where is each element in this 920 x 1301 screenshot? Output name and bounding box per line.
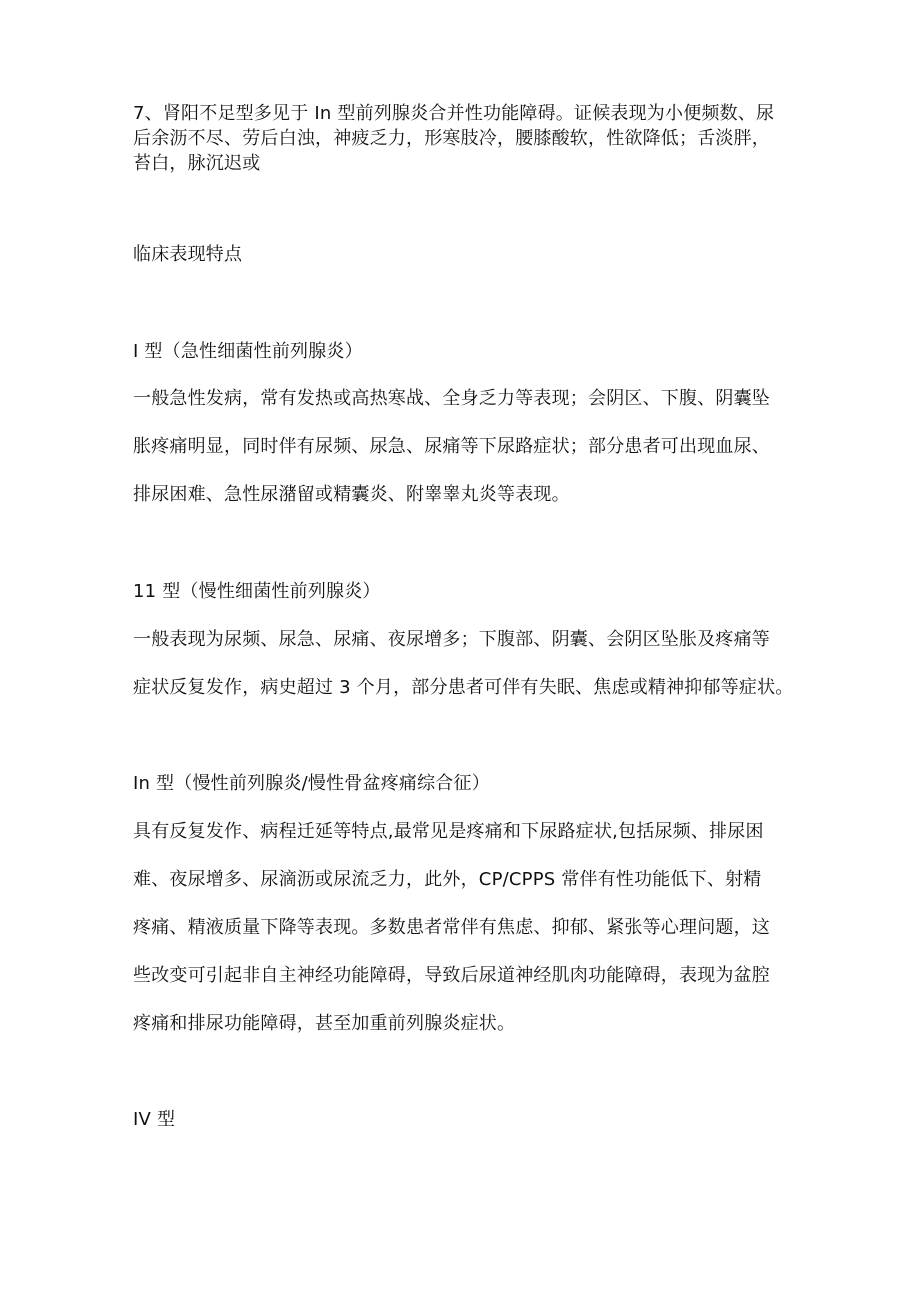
type-3-line-5: 疼痛和排尿功能障碍，甚至加重前列腺炎症状。 [133, 1013, 516, 1034]
type-2-line-2: 症状反复发作，病史超过 3 个月，部分患者可伴有失眠、焦虑或精神抑郁等症状。 [133, 677, 794, 698]
section-title: 临床表现特点 [133, 244, 243, 265]
intro-line-1: 7、肾阳不足型多见于 In 型前列腺炎合并性功能障碍。证候表现为小便频数、尿 [133, 103, 775, 124]
intro-line-3: 苔白，脉沉迟或 [133, 153, 261, 174]
type-3-line-2: 难、夜尿增多、尿滴沥或尿流乏力，此外，CP/CPPS 常伴有性功能低下、射精 [133, 869, 762, 890]
type-3-line-3: 疼痛、精液质量下降等表现。多数患者常伴有焦虑、抑郁、紧张等心理问题，这 [133, 917, 770, 938]
type-4-heading: IV 型 [133, 1109, 176, 1130]
intro-line-2: 后余沥不尽、劳后白浊，神疲乏力，形寒肢冷，腰膝酸软，性欲降低；舌淡胖， [133, 128, 770, 149]
type-1-line-1: 一般急性发病，常有发热或高热寒战、全身乏力等表现；会阴区、下腹、阴囊坠 [133, 388, 770, 409]
type-1-line-3: 排尿困难、急性尿潴留或精囊炎、附睾睾丸炎等表现。 [133, 484, 570, 505]
type-1-heading: I 型（急性细菌性前列腺炎） [133, 341, 363, 362]
type-3-heading: In 型（慢性前列腺炎/慢性骨盆疼痛综合征） [133, 773, 490, 794]
type-1-line-2: 胀疼痛明显，同时伴有尿频、尿急、尿痛等下尿路症状；部分患者可出现血尿、 [133, 436, 770, 457]
type-3-line-1: 具有反复发作、病程迁延等特点,最常见是疼痛和下尿路症状,包括尿频、排尿困 [133, 821, 764, 842]
type-2-heading: 11 型（慢性细菌性前列腺炎） [133, 581, 381, 602]
type-2-line-1: 一般表现为尿频、尿急、尿痛、夜尿增多；下腹部、阴囊、会阴区坠胀及疼痛等 [133, 629, 770, 650]
type-3-line-4: 些改变可引起非自主神经功能障碍，导致后尿道神经肌肉功能障碍，表现为盆腔 [133, 965, 770, 986]
